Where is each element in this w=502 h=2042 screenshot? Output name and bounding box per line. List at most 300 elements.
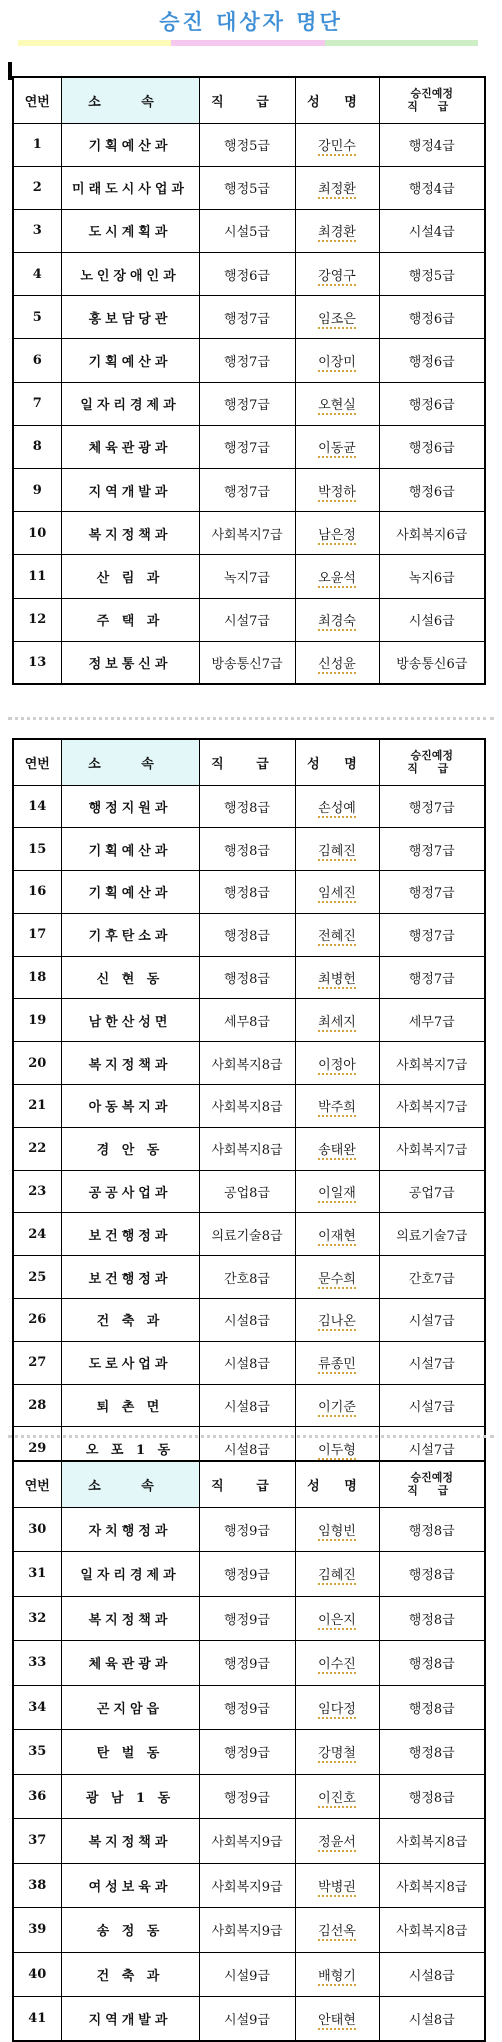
cell-dept: 기획예산과 [61,871,199,914]
cell-no: 29 [13,1427,61,1470]
cell-promo: 행정4급 [379,123,485,166]
cell-grade: 행정7급 [199,339,295,382]
cell-grade: 행정9급 [199,1507,295,1552]
table-row [13,253,485,296]
cell-promo: 행정8급 [379,1730,485,1775]
cell-no: 34 [13,1685,61,1730]
cell-dept: 기획예산과 [61,828,199,871]
cell-grade: 행정9급 [199,1685,295,1730]
person-name: 최정환 [318,182,356,198]
cell-dept: 곤지암읍 [61,1685,199,1730]
cell-no: 32 [13,1596,61,1641]
cell-dept: 산 림 과 [61,555,199,598]
cell-dept: 노인장애인과 [61,253,199,296]
cell-name [295,339,379,382]
table-row [13,1213,485,1256]
table-row [13,1384,485,1427]
cell-grade: 방송통신7급 [199,641,295,684]
underline-pink [171,40,324,46]
cell-grade: 행정9급 [199,1596,295,1641]
cell-promo: 시설7급 [379,1341,485,1384]
cell-name [295,641,379,684]
cell-grade: 시설8급 [199,1299,295,1342]
cell-grade: 행정5급 [199,166,295,209]
cell-name [295,555,379,598]
cell-name [295,1730,379,1775]
cell-name [295,598,379,641]
table-row [13,999,485,1042]
cell-no: 9 [13,469,61,512]
cell-no: 4 [13,253,61,296]
cell-promo: 간호7급 [379,1256,485,1299]
cell-no: 37 [13,1819,61,1864]
cell-no: 41 [13,1997,61,2042]
cell-dept: 기후탄소과 [61,913,199,956]
cell-no: 22 [13,1127,61,1170]
person-name: 임조은 [318,311,356,327]
cell-promo: 사회복지6급 [379,512,485,555]
cell-no: 5 [13,296,61,339]
cell-grade: 행정9급 [199,1730,295,1775]
table-header [13,1461,485,1507]
table-row [13,956,485,999]
cell-grade: 사회복지9급 [199,1863,295,1908]
cell-grade: 시설9급 [199,1997,295,2042]
table-row [13,1256,485,1299]
cell-no: 36 [13,1774,61,1819]
cell-no: 18 [13,956,61,999]
cell-promo: 행정8급 [379,1552,485,1597]
table-row [13,1641,485,1686]
header-promo [379,1461,485,1507]
cell-promo: 세무7급 [379,999,485,1042]
cell-dept: 기획예산과 [61,339,199,382]
cell-grade: 행정9급 [199,1641,295,1686]
cell-promo: 의료기술7급 [379,1213,485,1256]
title-underline [18,40,478,46]
person-name: 임형빈 [318,1523,356,1539]
person-name: 강명철 [318,1746,356,1762]
cell-no: 11 [13,555,61,598]
cell-dept: 보건행정과 [61,1256,199,1299]
section-divider [8,1435,494,1438]
table-row [13,1685,485,1730]
cell-grade: 행정7급 [199,425,295,468]
person-name: 이동균 [318,441,356,457]
cell-grade: 행정9급 [199,1552,295,1597]
cell-grade: 세무8급 [199,999,295,1042]
person-name: 이두형 [318,1442,356,1458]
table-row [13,1127,485,1170]
table-row [13,598,485,641]
cell-dept: 신 현 동 [61,956,199,999]
header-no: 연번 [13,1461,61,1507]
cell-name [295,999,379,1042]
cell-grade: 시설5급 [199,209,295,252]
cell-dept: 일자리경제과 [61,1552,199,1597]
cell-promo: 행정7급 [379,913,485,956]
table-row [13,1170,485,1213]
cell-promo: 행정6급 [379,296,485,339]
person-name: 배형기 [318,1968,356,1984]
roster-table-2 [12,738,486,1471]
person-name: 이수진 [318,1657,356,1673]
cell-name [295,1256,379,1299]
cell-name [295,1127,379,1170]
cell-dept: 도시계획과 [61,209,199,252]
header-grade: 직 급 [199,1461,295,1507]
cell-grade: 행정8급 [199,828,295,871]
cell-name [295,253,379,296]
cell-promo: 행정8급 [379,1685,485,1730]
table-row [13,1299,485,1342]
cell-name [295,1596,379,1641]
person-name: 최세지 [318,1014,356,1030]
table-row [13,828,485,871]
cell-name [295,209,379,252]
cell-no: 30 [13,1507,61,1552]
cell-dept: 건 축 과 [61,1299,199,1342]
cell-no: 23 [13,1170,61,1213]
header-promo-line1: 승진예정 [410,1471,453,1485]
header-dept: 소 속 [61,1461,199,1507]
cell-no: 20 [13,1042,61,1085]
cell-dept: 퇴 촌 면 [61,1384,199,1427]
person-name: 손성예 [318,800,356,816]
cell-no: 14 [13,785,61,828]
table-row [13,1908,485,1953]
person-name: 이정아 [318,1057,356,1073]
cell-dept: 복지정책과 [61,1042,199,1085]
cell-grade: 의료기술8급 [199,1213,295,1256]
cell-promo: 공업7급 [379,1170,485,1213]
roster-table-3 [12,1460,486,2042]
cell-name [295,956,379,999]
table-row [13,296,485,339]
cell-promo: 시설6급 [379,598,485,641]
cell-promo: 시설7급 [379,1427,485,1470]
cell-name [295,123,379,166]
cell-name [295,382,379,425]
cell-promo: 행정6급 [379,382,485,425]
header-name: 성 명 [295,1461,379,1507]
person-name: 박병권 [318,1879,356,1895]
person-name: 이장미 [318,355,356,371]
cell-grade: 행정8급 [199,956,295,999]
cell-grade: 행정6급 [199,253,295,296]
cell-no: 6 [13,339,61,382]
person-name: 전혜진 [318,929,356,945]
cell-no: 33 [13,1641,61,1686]
cell-grade: 행정8급 [199,871,295,914]
cell-name [295,469,379,512]
table-row [13,425,485,468]
person-name: 김나온 [318,1314,356,1330]
person-name: 강민수 [318,139,356,155]
person-name: 신성윤 [318,657,356,673]
cell-name [295,425,379,468]
cell-no: 17 [13,913,61,956]
cell-promo: 시설8급 [379,1997,485,2042]
cell-grade: 행정9급 [199,1774,295,1819]
table-row [13,1552,485,1597]
cell-promo: 행정7급 [379,828,485,871]
cell-name [295,1908,379,1953]
header-dept: 소 속 [61,77,199,123]
cell-no: 16 [13,871,61,914]
cell-no: 26 [13,1299,61,1342]
cell-dept: 남한산성면 [61,999,199,1042]
cell-no: 12 [13,598,61,641]
table-row [13,1042,485,1085]
person-name: 정윤서 [318,1835,356,1851]
person-name: 안태현 [318,2013,356,2028]
cell-dept: 광 남 1 동 [61,1774,199,1819]
cell-dept: 기획예산과 [61,123,199,166]
cell-no: 27 [13,1341,61,1384]
table-row [13,555,485,598]
cell-promo: 사회복지8급 [379,1863,485,1908]
cell-dept: 오 포 1 동 [61,1427,199,1470]
person-name: 박주희 [318,1100,356,1116]
person-name: 임다정 [318,1701,356,1717]
cell-dept: 체육관광과 [61,425,199,468]
person-name: 최경숙 [318,614,356,630]
cell-promo: 방송통신6급 [379,641,485,684]
cell-grade: 행정7급 [199,469,295,512]
header-promo-line1: 승진예정 [410,87,453,101]
cell-grade: 행정7급 [199,296,295,339]
header-grade: 직 급 [199,739,295,785]
table-row [13,641,485,684]
cell-grade: 간호8급 [199,1256,295,1299]
header-promo [379,739,485,785]
cell-no: 13 [13,641,61,684]
cell-name [295,1641,379,1686]
cell-name [295,1384,379,1427]
cell-promo: 시설7급 [379,1299,485,1342]
cell-dept: 공공사업과 [61,1170,199,1213]
cell-promo: 녹지6급 [379,555,485,598]
cell-no: 39 [13,1908,61,1953]
cell-promo: 행정8급 [379,1596,485,1641]
cell-dept: 지역개발과 [61,469,199,512]
table-row [13,1997,485,2042]
cell-no: 31 [13,1552,61,1597]
cell-promo: 행정7급 [379,785,485,828]
table-row [13,1507,485,1552]
cell-grade: 행정7급 [199,382,295,425]
cell-grade: 시설9급 [199,1952,295,1997]
cell-dept: 송 정 동 [61,1908,199,1953]
cell-grade: 행정8급 [199,785,295,828]
cell-promo: 사회복지7급 [379,1042,485,1085]
cell-name [295,166,379,209]
person-name: 이일재 [318,1186,356,1202]
cell-promo: 행정5급 [379,253,485,296]
cell-name [295,1213,379,1256]
cell-no: 38 [13,1863,61,1908]
table-row [13,1341,485,1384]
cell-dept: 복지정책과 [61,1819,199,1864]
cell-grade: 시설8급 [199,1384,295,1427]
cell-dept: 도로사업과 [61,1341,199,1384]
cell-no: 35 [13,1730,61,1775]
table-row [13,166,485,209]
cell-name [295,913,379,956]
cell-dept: 주 택 과 [61,598,199,641]
cell-dept: 탄 벌 동 [61,1730,199,1775]
header-name: 성 명 [295,739,379,785]
person-name: 이기준 [318,1400,356,1416]
cell-no: 10 [13,512,61,555]
cell-no: 25 [13,1256,61,1299]
table-row [13,913,485,956]
cell-promo: 행정7급 [379,871,485,914]
cell-dept: 홍보담당관 [61,296,199,339]
header-promo-line2: 직 급 [407,100,457,114]
cell-name [295,1085,379,1128]
cell-no: 24 [13,1213,61,1256]
table-row [13,469,485,512]
cell-dept: 자치행정과 [61,1507,199,1552]
person-name: 이은지 [318,1612,356,1628]
cell-no: 19 [13,999,61,1042]
person-name: 강영구 [318,268,356,284]
cell-grade: 사회복지8급 [199,1085,295,1128]
page-title: 승진 대상자 명단 [159,10,343,34]
table-row [13,1730,485,1775]
cell-promo: 시설4급 [379,209,485,252]
table-row [13,1863,485,1908]
cell-grade: 사회복지8급 [199,1127,295,1170]
table-row [13,1596,485,1641]
table-row [13,512,485,555]
table-row [13,339,485,382]
cell-name [295,1997,379,2042]
table-row [13,1774,485,1819]
cell-name [295,871,379,914]
person-name: 오현실 [318,398,356,414]
underline-green [325,40,478,46]
cell-grade: 행정8급 [199,913,295,956]
cell-grade: 공업8급 [199,1170,295,1213]
header-name: 성 명 [295,77,379,123]
cell-no: 8 [13,425,61,468]
cell-dept: 미래도시사업과 [61,166,199,209]
cell-grade: 시설7급 [199,598,295,641]
cell-grade: 사회복지7급 [199,512,295,555]
cell-no: 2 [13,166,61,209]
cell-promo: 사회복지7급 [379,1085,485,1128]
cell-dept: 복지정책과 [61,1596,199,1641]
cell-promo: 행정8급 [379,1507,485,1552]
header-no: 연번 [13,739,61,785]
person-name: 류종민 [318,1357,356,1373]
cell-dept: 경 안 동 [61,1127,199,1170]
cell-promo: 행정6급 [379,339,485,382]
cell-dept: 건 축 과 [61,1952,199,1997]
cell-promo: 시설7급 [379,1384,485,1427]
cell-promo: 행정8급 [379,1774,485,1819]
table-row [13,123,485,166]
cell-name [295,828,379,871]
cell-grade: 행정5급 [199,123,295,166]
cell-no: 40 [13,1952,61,1997]
cell-name [295,1774,379,1819]
cell-grade: 사회복지9급 [199,1819,295,1864]
cell-name [295,1952,379,1997]
cell-grade: 사회복지9급 [199,1908,295,1953]
cell-name [295,296,379,339]
cell-grade: 시설8급 [199,1427,295,1470]
cell-dept: 일자리경제과 [61,382,199,425]
cell-promo: 행정8급 [379,1641,485,1686]
cell-dept: 아동복지과 [61,1085,199,1128]
person-name: 김혜진 [318,1568,356,1584]
table-row [13,871,485,914]
cell-name [295,785,379,828]
cell-dept: 정보통신과 [61,641,199,684]
cell-no: 3 [13,209,61,252]
cell-dept: 지역개발과 [61,1997,199,2042]
cell-name [295,1170,379,1213]
cell-promo: 행정6급 [379,469,485,512]
cell-no: 7 [13,382,61,425]
person-name: 최경환 [318,225,356,241]
cell-name [295,1299,379,1342]
cell-name [295,1507,379,1552]
cell-grade: 시설8급 [199,1341,295,1384]
cell-no: 15 [13,828,61,871]
header-dept: 소 속 [61,739,199,785]
cell-name [295,1341,379,1384]
cell-dept: 여성보육과 [61,1863,199,1908]
cell-no: 28 [13,1384,61,1427]
cell-dept: 보건행정과 [61,1213,199,1256]
table-row [13,1952,485,1997]
section-divider [8,717,494,720]
cell-dept: 복지정책과 [61,512,199,555]
person-name: 김선옥 [318,1924,356,1940]
person-name: 최병헌 [318,972,356,988]
header-promo-line1: 승진예정 [410,749,453,763]
header-promo [379,77,485,123]
cell-name [295,1819,379,1864]
cell-promo: 행정6급 [379,425,485,468]
header-no: 연번 [13,77,61,123]
cell-no: 21 [13,1085,61,1128]
person-name: 임세진 [318,886,356,902]
cell-promo: 행정4급 [379,166,485,209]
table-row [13,785,485,828]
person-name: 오윤석 [318,570,356,586]
table-row [13,209,485,252]
person-name: 송태완 [318,1143,356,1159]
cell-promo: 사회복지8급 [379,1819,485,1864]
person-name: 문수희 [318,1271,356,1287]
table-row [13,1085,485,1128]
person-name: 이재현 [318,1228,356,1244]
cell-grade: 사회복지8급 [199,1042,295,1085]
cell-dept: 체육관광과 [61,1641,199,1686]
cell-promo: 사회복지7급 [379,1127,485,1170]
table-header [13,77,485,123]
cell-no: 1 [13,123,61,166]
header-grade: 직 급 [199,77,295,123]
table-row [13,382,485,425]
cell-name [295,512,379,555]
